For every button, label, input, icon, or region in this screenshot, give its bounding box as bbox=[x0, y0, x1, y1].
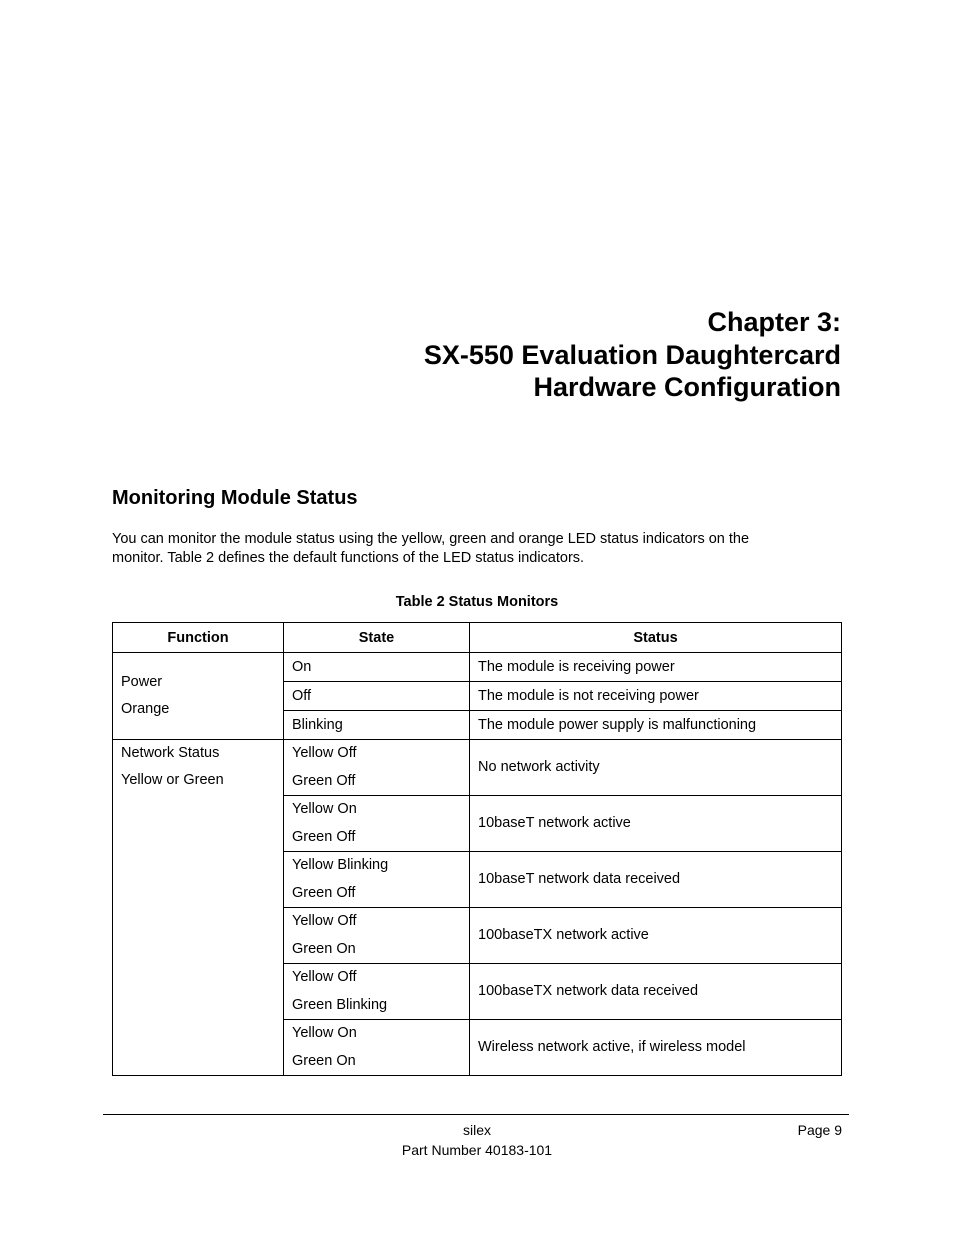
footer-divider bbox=[103, 1114, 849, 1115]
state-green: Green Off bbox=[292, 884, 356, 901]
table-row bbox=[113, 740, 842, 796]
header-function: Function bbox=[113, 623, 284, 653]
state-cell bbox=[284, 908, 470, 964]
state-yellow: Yellow Off bbox=[292, 745, 357, 761]
status-cell: The module power supply is malfunctioning bbox=[470, 711, 842, 740]
state-cell bbox=[284, 852, 470, 908]
chapter-number: Chapter 3: bbox=[707, 307, 841, 337]
state-green: Green On bbox=[292, 1052, 356, 1069]
state-green: Green On bbox=[292, 940, 356, 957]
chapter-title-line-1: SX-550 Evaluation Daughtercard bbox=[423, 339, 841, 370]
footer-company: silex bbox=[462, 1122, 491, 1138]
state-cell: On bbox=[284, 653, 470, 682]
chapter-title bbox=[424, 306, 841, 404]
status-cell: 100baseTX network data received bbox=[470, 964, 842, 1020]
intro-line-2: monitor. Table 2 defines the default functions of the LED status indicators. bbox=[112, 550, 585, 566]
state-cell bbox=[284, 740, 470, 796]
state-yellow: Yellow On bbox=[292, 801, 357, 817]
status-monitors-table bbox=[112, 622, 842, 1076]
function-color: Yellow or Green bbox=[121, 772, 224, 788]
state-green: Green Off bbox=[292, 772, 356, 789]
state-green: Green Off bbox=[292, 828, 356, 845]
state-cell bbox=[284, 796, 470, 852]
status-cell: The module is not receiving power bbox=[470, 682, 842, 711]
intro-paragraph bbox=[112, 530, 832, 568]
table-row bbox=[113, 653, 842, 682]
status-cell: The module is receiving power bbox=[470, 653, 842, 682]
section-heading: Monitoring Module Status bbox=[112, 487, 358, 509]
table-header-row bbox=[113, 623, 842, 653]
footer-part-number: Part Number 40183-101 bbox=[401, 1142, 553, 1158]
intro-line-1: You can monitor the module status using the yellow, green and orange LED status indicators on the bbox=[112, 531, 750, 547]
function-cell-power bbox=[113, 653, 284, 740]
status-cell: 100baseTX network active bbox=[470, 908, 842, 964]
state-yellow: Yellow On bbox=[292, 1025, 357, 1041]
table-caption: Table 2 Status Monitors bbox=[395, 594, 559, 610]
chapter-title-line-2: Hardware Configuration bbox=[533, 372, 841, 402]
header-status: Status bbox=[470, 623, 842, 653]
state-yellow: Yellow Blinking bbox=[292, 857, 389, 873]
status-cell: No network activity bbox=[470, 740, 842, 796]
function-name: Network Status bbox=[121, 745, 220, 761]
status-cell: 10baseT network active bbox=[470, 796, 842, 852]
page-number: Page 9 bbox=[797, 1122, 842, 1138]
state-yellow: Yellow Off bbox=[292, 969, 357, 985]
status-cell: Wireless network active, if wireless model bbox=[470, 1020, 842, 1076]
state-cell: Off bbox=[284, 682, 470, 711]
function-name: Power bbox=[121, 674, 163, 690]
status-cell: 10baseT network data received bbox=[470, 852, 842, 908]
function-cell-network bbox=[113, 740, 284, 1076]
header-state: State bbox=[284, 623, 470, 653]
function-color: Orange bbox=[121, 701, 170, 717]
state-cell bbox=[284, 964, 470, 1020]
state-cell: Blinking bbox=[284, 711, 470, 740]
state-cell bbox=[284, 1020, 470, 1076]
state-green: Green Blinking bbox=[292, 996, 388, 1013]
state-yellow: Yellow Off bbox=[292, 913, 357, 929]
